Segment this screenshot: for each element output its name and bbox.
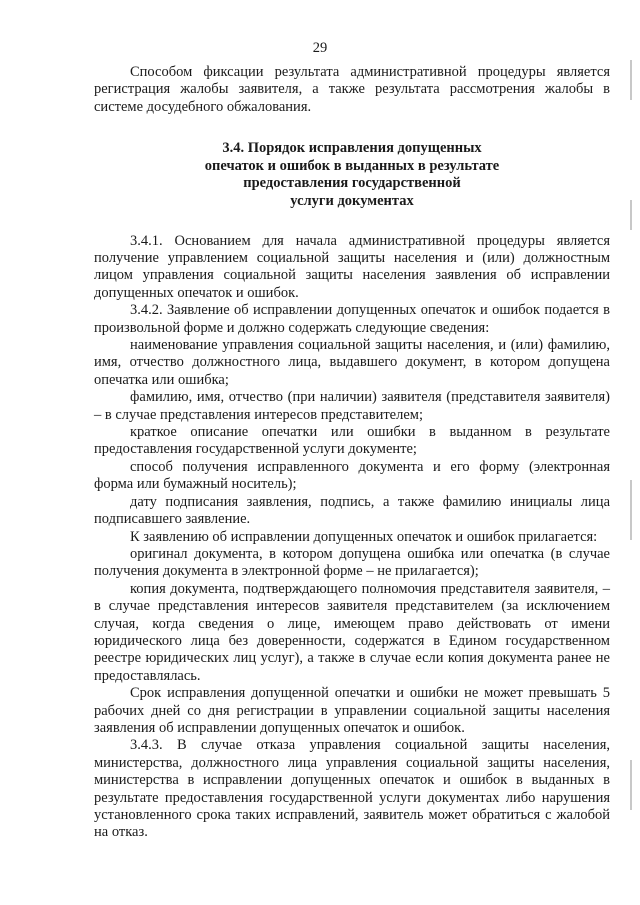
paragraph-3-4-1: 3.4.1. Основанием для начала административной процедуры является получение управлением социальной защиты населения и (или) должностным лицом управления социальной защиты населения заявления об исправлении допущенных опечаток и ошибок. [94,232,610,301]
list-item-error-description: краткое описание опечатки или ошибки в выданном в результате предоставления государственной услуги документе; [94,424,610,458]
scan-margin-mark [630,200,632,230]
list-item-signature-date: дату подписания заявления, подпись, а также фамилию инициалы лица подписавшего заявление. [94,493,610,528]
section-heading-line: опечаток и ошибок в выданных в результате [204,157,500,174]
list-item-department-name: наименование управления социальной защиты населения, и (или) фамилию, имя, отчество должностного лица, выдавшего документ, в котором допущена опечатка или ошибка; [94,337,610,388]
paragraph-3-4-3: 3.4.3. В случае отказа управления социальной защиты населения, министерства, должностного лица управления социальной защиты населения, министерства в исправлении допущенных опечаток и ошибок в выданных в результате предоставления государственной услуги документах либо нарушения установленного срока таких исправлений, заявитель может обратиться с жалобой на отказ. [94,737,610,841]
paragraph-attachments: К заявлению об исправлении допущенных опечаток и ошибок прилагается: [130,528,598,545]
section-heading-line: 3.4. Порядок исправления допущенных [222,140,482,157]
list-item-delivery-method: способ получения исправленного документа и его форму (электронная форма или бумажный носитель); [94,458,610,493]
document-body [94,64,610,842]
scan-margin-mark [630,760,632,810]
scan-margin-mark [630,60,632,100]
paragraph-correction-deadline: Срок исправления допущенной опечатки и ошибки не может превышать 5 рабочих дней со дня регистрации в управлении социальной защиты населения заявления об исправлении допущенных опечаток и ошибок. [94,685,610,736]
list-item-power-of-attorney-copy: копия документа, подтверждающего полномочия представителя заявителя, – в случае представления интересов заявителя представителем (за исключением случая, когда сведения о лице, имеющем право действовать от имени юридического лица без доверенности, содержатся в Едином государственном реестре юридических лиц услуг), а также в случае если копия документа ранее не предоставлялась. [94,580,610,684]
section-heading-line: услуги документах [290,193,414,209]
list-item-applicant-name: фамилию, имя, отчество (при наличии) заявителя (представителя заявителя) – в случае представления интересов представителем; [94,389,610,423]
section-heading-line: предоставления государственной [243,175,461,192]
section-heading [94,140,610,210]
paragraph-3-4-2: 3.4.2. Заявление об исправлении допущенных опечаток и ошибок подается в произвольной форме и должно содержать следующие сведения: [94,302,610,336]
list-item-original-document: оригинал документа, в котором допущена ошибка или опечатка (в случае получения документа в электронной форме – не прилагается); [94,545,610,580]
page-number: 29 [312,40,328,56]
paragraph-intro: Способом фиксации результата административной процедуры является регистрация жалобы заявителя, а также результата рассмотрения жалобы в системе досудебного обжалования. [94,64,610,115]
scan-margin-mark [630,480,632,540]
